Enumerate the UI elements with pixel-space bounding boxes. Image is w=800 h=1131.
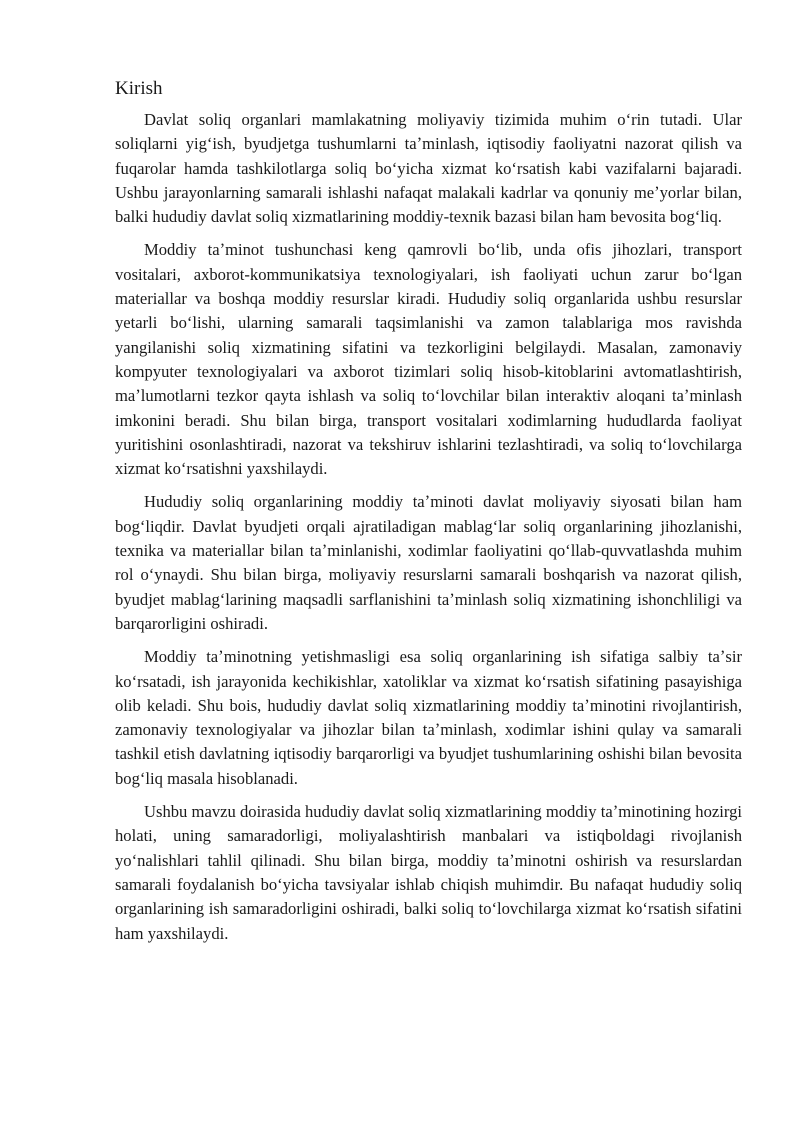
paragraph-5: Ushbu mavzu doirasida hududiy davlat soliq xizmatlarining moddiy taʼminotining hozirgi holati, uning samaradorligi, moliyalashtirish manbalari va istiqboldagi rivojlanish yoʻnalishlari tahlil qilinadi. Shu bilan birga, moddiy taʼminotni oshirish va resurslardan samarali foydalanish boʻyicha tavsiyalar ishlab chiqish muhimdir. Bu nafaqat hududiy soliq organlarining ish samaradorligini oshiradi, balki soliq toʻlovchilarga xizmat koʻrsatish sifatini ham yaxshilaydi.	[115, 802, 742, 943]
section-heading: Kirish	[115, 78, 163, 99]
paragraph-4: Moddiy taʼminotning yetishmasligi esa soliq organlarining ish sifatiga salbiy taʼsir koʻrsatadi, ish jarayonida kechikishlar, xatoliklar va xizmat koʻrsatish sifatining pasayishiga olib keladi. Shu bois, hududiy davlat soliq xizmatlarining moddiy taʼminotini rivojlantirish, zamonaviy texnologiyalar va jihozlar bilan taʼminlash, xodimlar ishini qulay va samarali tashkil etish davlatning iqtisodiy barqarorligi va byudjet tushumlarining oshishi bilan bevosita bogʻliq masala hisoblanadi.	[115, 647, 742, 788]
paragraph-3: Hududiy soliq organlarining moddiy taʼminoti davlat moliyaviy siyosati bilan ham bogʻliqdir. Davlat byudjeti orqali ajratiladigan mablagʻlar soliq organlarining jihozlanishi, texnika va materiallar bilan taʼminlanishi, xodimlar faoliyatini qoʻllab-quvvatlashda muhim rol oʻynaydi. Shu bilan birga, moliyaviy resurslarni samarali boshqarish va nazorat qilish, byudjet mablagʻlarining maqsadli sarflanishini taʼminlash soliq xizmatining ishonchliligi va barqarorligini oshiradi.	[115, 492, 742, 633]
paragraph-1: Davlat soliq organlari mamlakatning moliyaviy tizimida muhim oʻrin tutadi. Ular soliqlarni yigʻish, byudjetga tushumlarni taʼminlash, iqtisodiy faoliyatni nazorat qilish va fuqarolar hamda tashkilotlarga soliq boʻyicha xizmat koʻrsatish kabi vazifalarni bajaradi. Ushbu jarayonlarning samarali ishlashi nafaqat malakali kadrlar va qonuniy meʼyorlar bilan, balki hududiy davlat soliq xizmatlarining moddiy-texnik bazasi bilan ham bevosita bogʻliq.	[115, 110, 742, 227]
document-page	[115, 76, 742, 955]
paragraph-2: Moddiy taʼminot tushunchasi keng qamrovli boʻlib, unda ofis jihozlari, transport vositalari, axborot-kommunikatsiya texnologiyalari, ish faoliyati uchun zarur boʻlgan materiallar va boshqa moddiy resurslar kiradi. Hududiy soliq organlarida ushbu resurslar yetarli boʻlishi, ularning samarali taqsimlanishi va zamon talablariga mos ravishda yangilanishi soliq xizmatining sifatini va tezkorligini belgilaydi. Masalan, zamonaviy kompyuter texnologiyalari va axborot tizimlari soliq hisob-kitoblarini avtomatlashtirish, maʼlumotlarni tezkor qayta ishlash va soliq toʻlovchilar bilan interaktiv aloqani taʼminlash imkonini beradi. Shu bilan birga, transport vositalari xodimlarning hududlarda faoliyat yuritishini osonlashtiradi, nazorat va tekshiruv ishlarini tezlashtiradi, va soliq toʻlovchilarga xizmat koʻrsatishni yaxshilaydi.	[115, 240, 742, 479]
